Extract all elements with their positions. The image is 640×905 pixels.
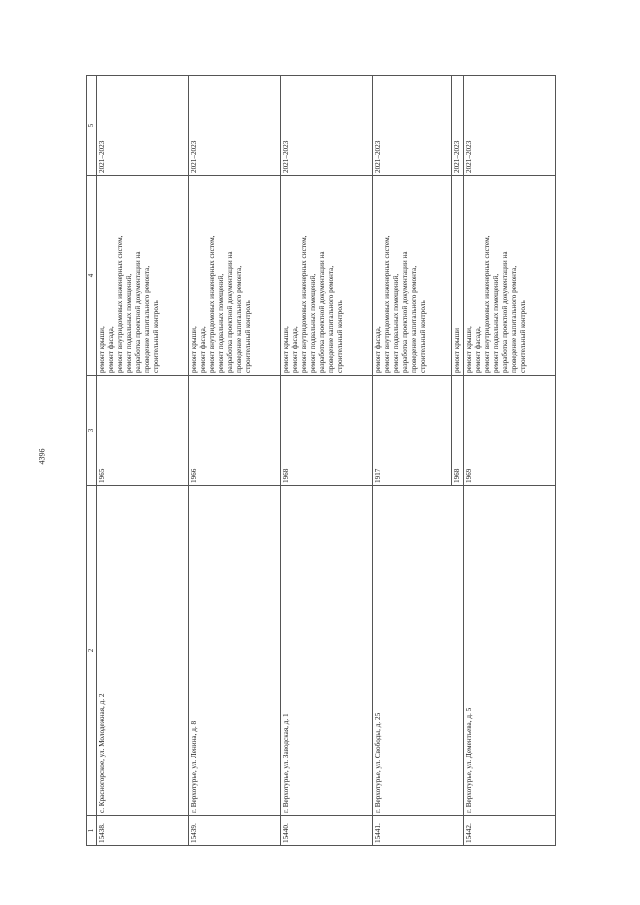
work-item: ремонт подвальных помещений, (391, 273, 400, 373)
work-item: строительный контроль (152, 300, 160, 373)
work-item: ремонт фасада, (198, 326, 207, 373)
page-number: 4396 (37, 448, 47, 465)
work-item: ремонт фасада, (107, 326, 115, 373)
row-works (188, 176, 280, 376)
row-address: г. Верхотурье, ул. Ленина, д. 8 (188, 486, 280, 816)
header-col-2: 2 (87, 486, 97, 816)
work-item: строительный контроль (418, 300, 427, 373)
work-item: ремонт фасада, (290, 326, 299, 373)
work-item: ремонт подвальных помещений, (125, 273, 133, 373)
work-item: ремонт подвальных помещений, (216, 273, 225, 373)
work-item: проведение капитального ремонта, (510, 265, 519, 373)
table-row (464, 76, 556, 846)
repair-program-table (86, 75, 556, 846)
row-address: г. Верхотурье, ул. Заводская, д. 1 (280, 486, 372, 816)
work-item: ремонт крыши (453, 327, 462, 373)
row-address: г. Верхотурье, ул. Свободы, д. 25 (372, 486, 463, 816)
table-row (188, 76, 280, 846)
row-year: 1966 (188, 376, 280, 486)
header-col-4: 4 (87, 176, 97, 376)
work-item: строительный контроль (519, 300, 528, 373)
row-number: 15440. (280, 816, 372, 846)
work-item: ремонт внутридомовых инженерных систем, (382, 235, 391, 373)
work-item: разработка проектной документации на (317, 251, 326, 373)
work-item: ремонт внутридомовых инженерных систем, (483, 235, 492, 373)
row-address: с. Красногорское, ул. Молодежная, д. 2 (97, 486, 189, 816)
row-number: 15439. (188, 816, 280, 846)
row-period: 2021–2023 (464, 76, 556, 176)
header-col-5: 5 (87, 76, 97, 176)
row-period: 2021–2023 (372, 76, 451, 176)
work-item: разработка проектной документации на (501, 251, 510, 373)
work-item: проведение капитального ремонта, (234, 265, 243, 373)
row-period: 2021–2023 (188, 76, 280, 176)
work-item: ремонт крыши, (189, 326, 198, 373)
row-period: 2021–2023 (452, 76, 464, 176)
row-year: 1917 (372, 376, 451, 486)
row-period: 2021–2023 (280, 76, 372, 176)
row-year: 1965 (97, 376, 189, 486)
work-item: разработка проектной документации на (225, 251, 234, 373)
row-works (452, 176, 464, 376)
header-col-1: 1 (87, 816, 97, 846)
table-row (280, 76, 372, 846)
row-number: 15442. (464, 816, 556, 846)
work-item: строительный контроль (243, 300, 252, 373)
work-item: ремонт внутридомовых инженерных систем, (207, 235, 216, 373)
header-col-3: 3 (87, 376, 97, 486)
work-item: ремонт фасада, (373, 326, 382, 373)
work-item: ремонт крыши, (98, 326, 106, 373)
header-row (87, 76, 97, 846)
row-works (97, 176, 189, 376)
row-period: 2021–2023 (97, 76, 189, 176)
work-item: ремонт крыши, (465, 326, 474, 373)
work-item: строительный контроль (335, 300, 344, 373)
row-year: 1968 (280, 376, 372, 486)
row-address: г. Верхотурье, ул. Дементьева, д. 5 (464, 486, 556, 816)
row-number: 15438. (97, 816, 189, 846)
work-item: ремонт крыши, (281, 326, 290, 373)
row-year: 1969 (464, 376, 556, 486)
row-works (372, 176, 451, 376)
work-item: проведение капитального ремонта, (326, 265, 335, 373)
work-item: ремонт подвальных помещений, (492, 273, 501, 373)
table-row (372, 76, 451, 846)
work-item: ремонт внутридомовых инженерных систем, (116, 235, 124, 373)
work-item: разработка проектной документации на (400, 251, 409, 373)
work-item: ремонт фасада, (474, 326, 483, 373)
work-item: ремонт внутридомовых инженерных систем, (299, 235, 308, 373)
table-container (86, 76, 556, 846)
row-year: 1968 (452, 376, 464, 486)
work-item: ремонт подвальных помещений, (308, 273, 317, 373)
row-works (464, 176, 556, 376)
work-item: проведение капитального ремонта, (143, 265, 151, 373)
work-item: разработка проектной документации на (134, 251, 142, 373)
row-number: 15441. (372, 816, 463, 846)
row-works (280, 176, 372, 376)
work-item: проведение капитального ремонта, (409, 265, 418, 373)
table-row (97, 76, 189, 846)
